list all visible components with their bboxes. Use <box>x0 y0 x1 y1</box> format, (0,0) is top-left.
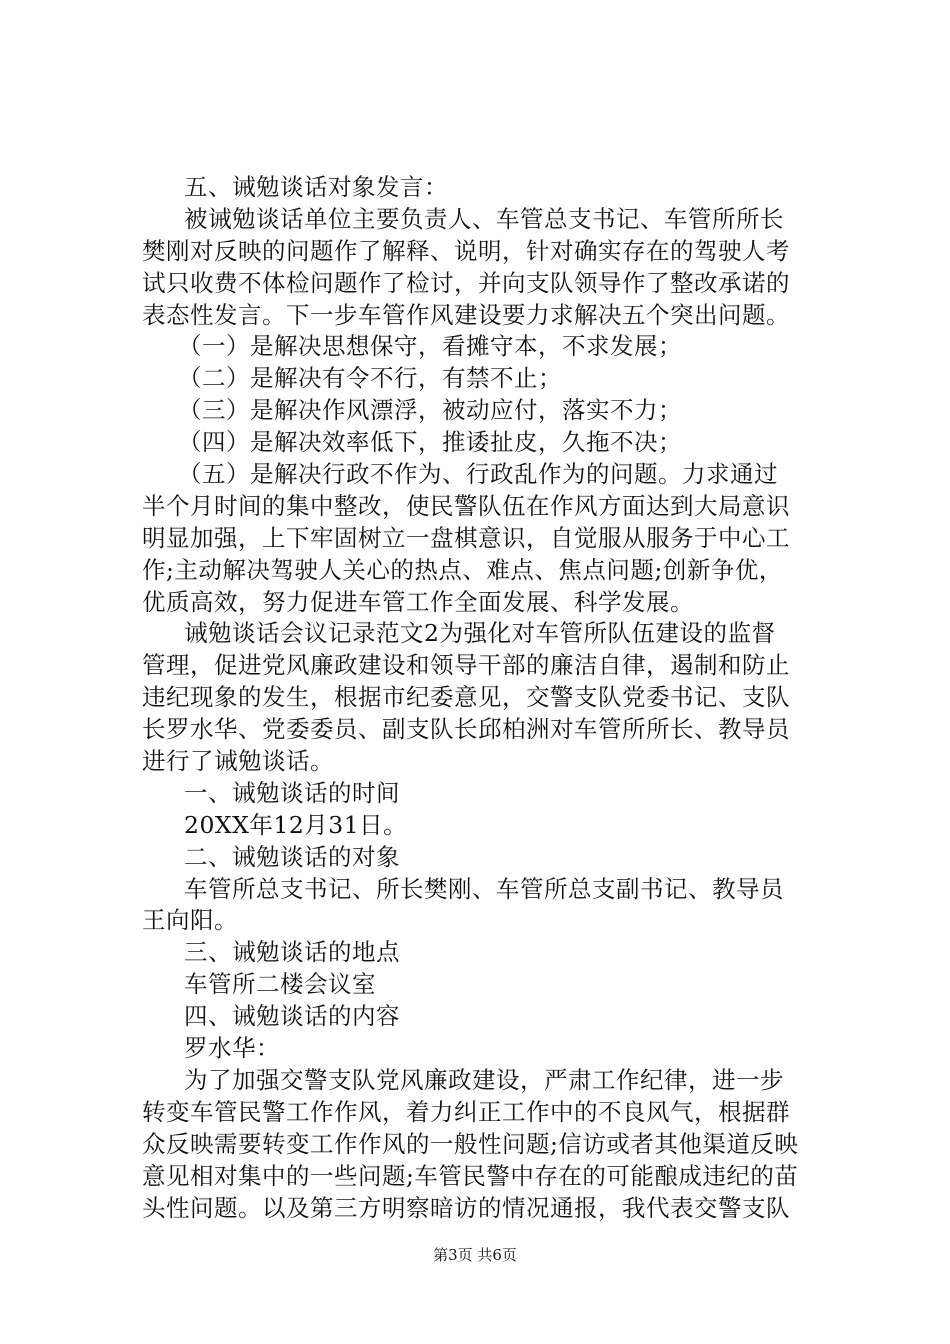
list-item: （二）是解决有令不行，有禁不止； <box>178 364 562 393</box>
paragraph-line: 王向阳。 <box>142 906 238 935</box>
section-heading: 一、诫勉谈话的时间 <box>184 778 400 807</box>
page-number-label: 第3页 共6页 <box>433 1246 517 1264</box>
paragraph-line: 为了加强交警支队党风廉政建设，严肃工作纪律，进一步 <box>184 1065 784 1094</box>
paragraph-line: 车管所总支书记、所长樊刚、车管所总支副书记、教导员 <box>184 874 784 903</box>
section-heading: 二、诫勉谈话的对象 <box>184 842 400 871</box>
speaker-label: 罗水华： <box>184 1034 280 1063</box>
paragraph-line: 管理，促进党风廉政建设和领导干部的廉洁自律，遏制和防止 <box>142 651 790 680</box>
paragraph-line: 车管所二楼会议室 <box>184 970 376 999</box>
paragraph-line: 20XX年12月31日。 <box>184 810 408 839</box>
paragraph-line: 违纪现象的发生，根据市纪委意见，交警支队党委书记、支队 <box>142 683 790 712</box>
paragraph-line: 意见相对集中的一些问题;车管民警中存在的可能酿成违纪的苗 <box>142 1161 799 1190</box>
paragraph-line: 明显加强，上下牢固树立一盘棋意识，自觉服从服务于中心工 <box>142 523 790 552</box>
paragraph-line: 优质高效，努力促进车管工作全面发展、科学发展。 <box>142 587 694 616</box>
paragraph-line: 作;主动解决驾驶人关心的热点、难点、焦点问题;创新争优， <box>142 555 783 584</box>
list-item: （三）是解决作风漂浮，被动应付，落实不力； <box>178 396 682 425</box>
paragraph-line: 半个月时间的集中整改，使民警队伍在作风方面达到大局意识 <box>142 491 790 520</box>
paragraph-line: 诫勉谈话会议记录范文2为强化对车管所队伍建设的监督 <box>184 619 776 648</box>
list-item: （一）是解决思想保守，看摊守本，不求发展； <box>178 332 682 361</box>
paragraph-line: 表态性发言。下一步车管作风建设要力求解决五个突出问题。 <box>142 300 790 329</box>
list-item: （五）是解决行政不作为、行政乱作为的问题。力求通过 <box>178 460 778 489</box>
paragraph-line: 众反映需要转变工作作风的一般性问题;信访或者其他渠道反映 <box>142 1129 799 1158</box>
page-footer <box>0 1244 950 1265</box>
paragraph-line: 长罗水华、党委委员、副支队长邱柏洲对车管所所长、教导员 <box>142 715 790 744</box>
paragraph-line: 头性问题。以及第三方明察暗访的情况通报，我代表交警支队 <box>142 1193 790 1222</box>
paragraph-line: 进行了诫勉谈话。 <box>142 747 334 776</box>
paragraph-line: 被诫勉谈话单位主要负责人、车管总支书记、车管所所长 <box>184 204 784 233</box>
paragraph-line: 转变车管民警工作作风，着力纠正工作中的不良风气，根据群 <box>142 1097 790 1126</box>
list-item: （四）是解决效率低下，推诿扯皮，久拖不决； <box>178 428 682 457</box>
section-heading: 三、诫勉谈话的地点 <box>184 938 400 967</box>
paragraph-line: 试只收费不体检问题作了检讨，并向支队领导作了整改承诺的 <box>142 268 790 297</box>
paragraph-line: 樊刚对反映的问题作了解释、说明，针对确实存在的驾驶人考 <box>142 236 790 265</box>
document-body <box>142 172 806 1224</box>
section-heading: 五、诫勉谈话对象发言： <box>184 173 448 201</box>
section-heading: 四、诫勉谈话的内容 <box>184 1002 400 1031</box>
